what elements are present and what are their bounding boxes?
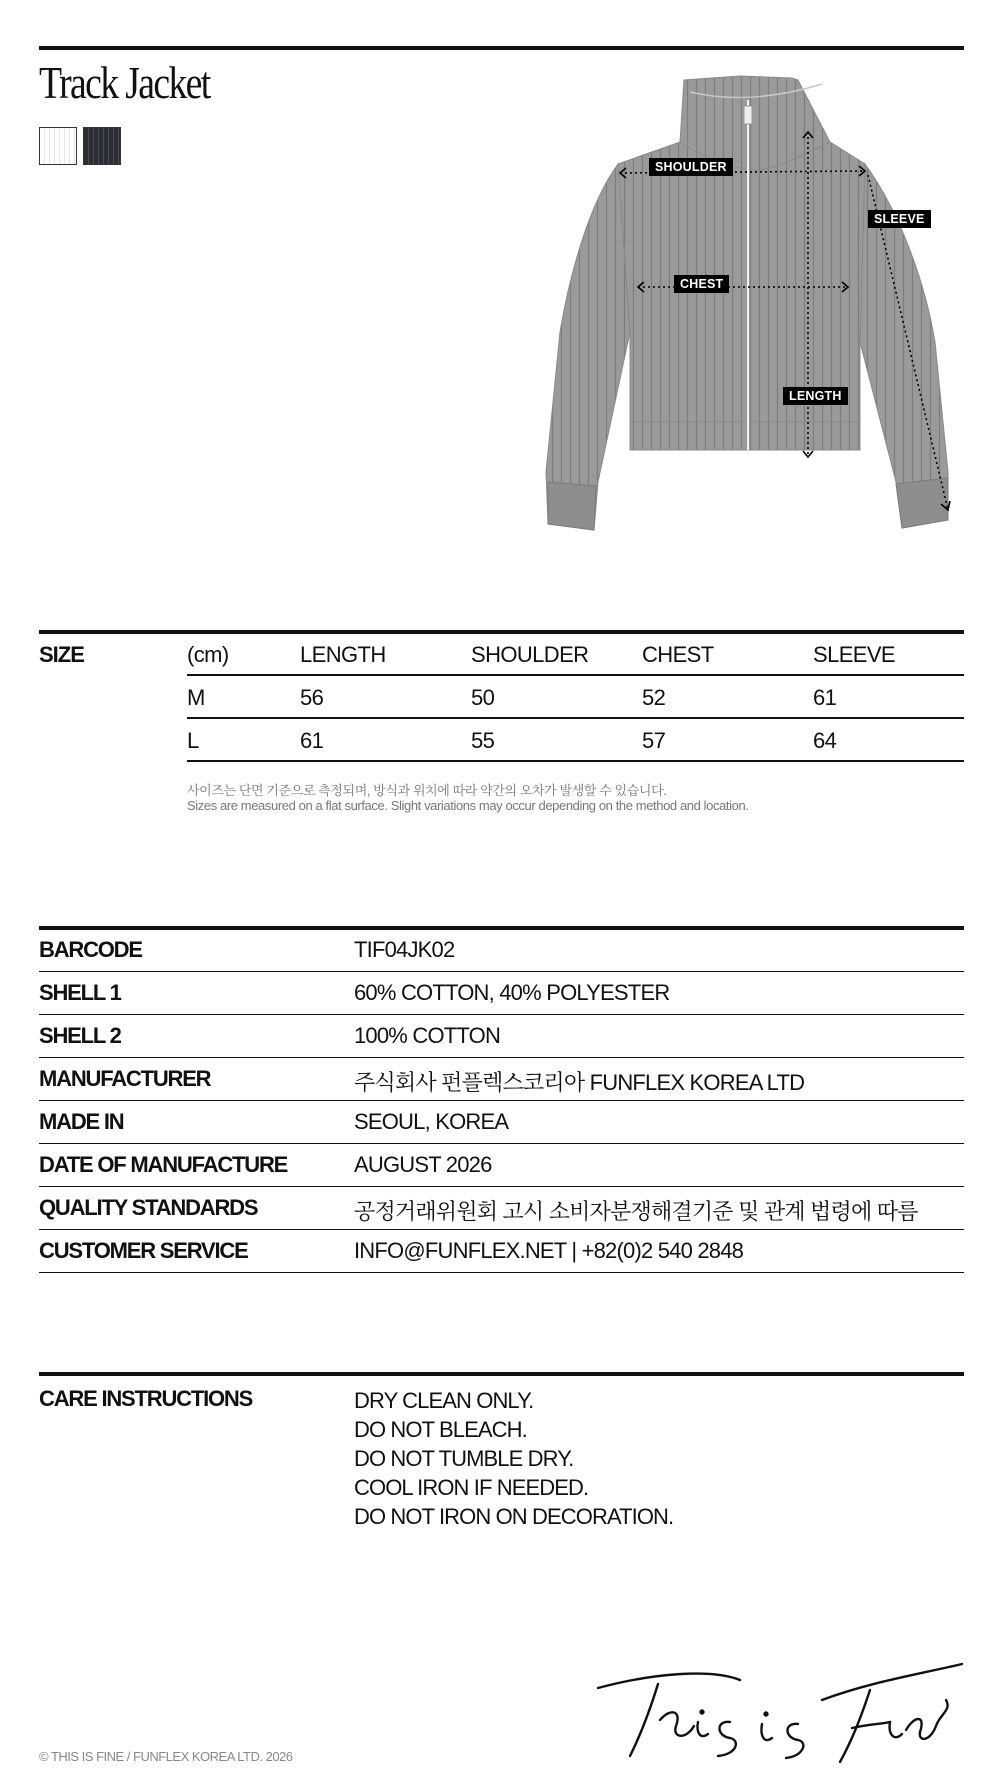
size-label: SIZE bbox=[39, 642, 84, 667]
size-row-m-length: 56 bbox=[300, 685, 324, 710]
product-title: Track Jacket bbox=[39, 57, 210, 108]
measurement-diagram bbox=[530, 72, 970, 542]
size-row-l-size: L bbox=[187, 728, 199, 753]
care-line: COOL IRON IF NEEDED. bbox=[354, 1475, 589, 1500]
info-row-customer-service bbox=[39, 1230, 964, 1273]
info-value: 100% COTTON bbox=[354, 1023, 501, 1048]
care-instructions-list bbox=[354, 1386, 673, 1531]
care-line: DO NOT BLEACH. bbox=[354, 1417, 527, 1442]
this-is-fine-signature-logo bbox=[590, 1660, 970, 1770]
care-line: DO NOT IRON ON DECORATION. bbox=[354, 1504, 674, 1529]
info-label: MADE IN bbox=[39, 1109, 124, 1134]
info-value: 주식회사 펀플렉스코리아 FUNFLEX KOREA LTD bbox=[354, 1070, 805, 1095]
sleeve-tag: SLEEVE bbox=[868, 210, 931, 228]
shoulder-tag: SHOULDER bbox=[649, 158, 733, 176]
size-header-sleeve: SLEEVE bbox=[813, 642, 896, 667]
jacket-illustration bbox=[530, 72, 970, 542]
size-note-english: Sizes are measured on a flat surface. Slight variations may occur depending on the method and location. bbox=[187, 798, 749, 813]
size-divider bbox=[187, 674, 964, 676]
top-rule bbox=[39, 46, 964, 50]
info-row-manufacturer bbox=[39, 1058, 964, 1101]
info-value: AUGUST 2026 bbox=[354, 1152, 492, 1177]
size-header-shoulder: SHOULDER bbox=[471, 642, 589, 667]
size-row-m-sleeve: 61 bbox=[813, 685, 837, 710]
info-value[interactable]: INFO@FUNFLEX.NET | +82(0)2 540 2848 bbox=[354, 1238, 744, 1263]
swatch-black[interactable] bbox=[83, 127, 121, 165]
length-tag: LENGTH bbox=[783, 387, 848, 405]
size-header-chest: CHEST bbox=[642, 642, 714, 667]
size-row-l-shoulder: 55 bbox=[471, 728, 495, 753]
info-value: 60% COTTON, 40% POLYESTER bbox=[354, 980, 670, 1005]
size-row-l-length: 61 bbox=[300, 728, 324, 753]
copyright-text: © THIS IS FINE / FUNFLEX KOREA LTD. 2026 bbox=[39, 1749, 293, 1764]
size-row-l-chest: 57 bbox=[642, 728, 666, 753]
size-divider bbox=[187, 717, 964, 719]
size-divider bbox=[187, 760, 964, 762]
care-line: DRY CLEAN ONLY. bbox=[354, 1388, 534, 1413]
info-value: TIF04JK02 bbox=[354, 937, 455, 962]
size-note-korean: 사이즈는 단면 기준으로 측정되며, 방식과 위치에 따라 약간의 오차가 발생할 수 있습니다. bbox=[187, 783, 667, 798]
size-row-m-size: M bbox=[187, 685, 205, 710]
info-label: DATE OF MANUFACTURE bbox=[39, 1152, 288, 1177]
info-row-date-of-manufacture bbox=[39, 1144, 964, 1187]
size-row-m-shoulder: 50 bbox=[471, 685, 495, 710]
info-label: MANUFACTURER bbox=[39, 1066, 211, 1091]
chest-tag: CHEST bbox=[674, 275, 729, 293]
info-row-made-in bbox=[39, 1101, 964, 1144]
info-row-shell-1 bbox=[39, 972, 964, 1015]
info-label: QUALITY STANDARDS bbox=[39, 1195, 258, 1220]
info-label: SHELL 2 bbox=[39, 1023, 121, 1048]
size-row-l-sleeve: 64 bbox=[813, 728, 837, 753]
care-instructions-label: CARE INSTRUCTIONS bbox=[39, 1386, 253, 1411]
info-value: 공정거래위원회 고시 소비자분쟁해결기준 및 관계 법령에 따름 bbox=[354, 1199, 918, 1224]
info-label: BARCODE bbox=[39, 937, 142, 962]
info-row-barcode bbox=[39, 929, 964, 972]
size-header-length: LENGTH bbox=[300, 642, 386, 667]
size-table-top-rule bbox=[39, 630, 964, 634]
size-header-unit: (cm) bbox=[187, 642, 229, 667]
care-top-rule bbox=[39, 1372, 964, 1376]
info-label: CUSTOMER SERVICE bbox=[39, 1238, 248, 1263]
info-label: SHELL 1 bbox=[39, 980, 121, 1005]
care-line: DO NOT TUMBLE DRY. bbox=[354, 1446, 574, 1471]
info-value: SEOUL, KOREA bbox=[354, 1109, 509, 1134]
swatch-white[interactable] bbox=[39, 127, 77, 165]
info-row-quality-standards bbox=[39, 1187, 964, 1230]
info-row-shell-2 bbox=[39, 1015, 964, 1058]
size-row-m-chest: 52 bbox=[642, 685, 666, 710]
